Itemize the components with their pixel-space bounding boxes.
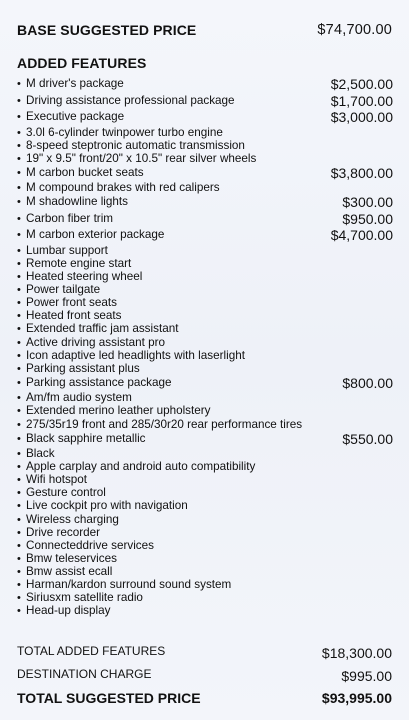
bullet-icon: • xyxy=(17,182,21,195)
feature-label: Heated steering wheel xyxy=(26,270,143,284)
bullet-icon: • xyxy=(17,579,21,592)
feature-label: 8-speed steptronic automatic transmission xyxy=(26,138,245,152)
total-suggested-price-value: $93,995.00 xyxy=(321,690,392,706)
bullet-icon: • xyxy=(17,336,21,349)
bullet-icon: • xyxy=(17,229,21,242)
feature-label: Am/fm audio system xyxy=(26,391,132,405)
bullet-icon: • xyxy=(17,362,21,375)
feature-item xyxy=(17,211,393,228)
feature-item xyxy=(17,227,393,244)
bullet-icon: • xyxy=(17,500,21,513)
feature-label: Carbon fiber trim xyxy=(26,211,114,225)
feature-label: Siriusxm satellite radio xyxy=(26,591,143,605)
feature-item xyxy=(17,526,393,539)
bullet-icon: • xyxy=(17,552,21,565)
feature-item xyxy=(17,513,393,526)
bullet-icon: • xyxy=(17,271,21,284)
bullet-icon: • xyxy=(17,111,21,123)
feature-label: Extended merino leather upholstery xyxy=(26,404,211,418)
feature-item xyxy=(17,257,393,270)
feature-item xyxy=(17,578,393,591)
bullet-icon: • xyxy=(17,539,21,552)
feature-item xyxy=(17,126,393,139)
feature-item xyxy=(17,152,393,165)
feature-label: Lumbar support xyxy=(26,243,108,257)
bullet-icon: • xyxy=(17,392,21,405)
feature-item xyxy=(17,139,393,152)
feature-item xyxy=(17,391,393,404)
feature-label: Harman/kardon surround sound system xyxy=(26,578,232,592)
bullet-icon: • xyxy=(17,323,21,336)
feature-label: Black sapphire metallic xyxy=(26,431,146,445)
feature-item xyxy=(17,322,393,335)
feature-item xyxy=(17,194,393,211)
feature-label: Icon adaptive led headlights with laserlight xyxy=(26,348,245,362)
feature-price: $550.00 xyxy=(342,430,393,447)
total-suggested-price-label: TOTAL SUGGESTED PRICE xyxy=(17,690,201,706)
feature-label: Bmw teleservices xyxy=(26,551,117,565)
feature-label: Remote engine start xyxy=(26,256,132,270)
feature-item xyxy=(17,336,393,349)
feature-item xyxy=(17,404,393,417)
feature-label: 3.0l 6-cylinder twinpower turbo engine xyxy=(26,125,223,139)
bullet-icon: • xyxy=(17,126,21,139)
bullet-icon: • xyxy=(17,152,21,165)
feature-price: $300.00 xyxy=(342,194,393,211)
added-features-heading: ADDED FEATURES xyxy=(17,55,147,71)
feature-label: Wireless charging xyxy=(26,512,119,526)
feature-item xyxy=(17,244,393,257)
total-added-features-label: TOTAL ADDED FEATURES xyxy=(17,644,166,658)
feature-item xyxy=(17,109,393,126)
feature-label: Connecteddrive services xyxy=(26,538,154,552)
feature-price: $1,700.00 xyxy=(330,92,393,109)
base-price-value: $74,700.00 xyxy=(317,22,392,38)
feature-label: M carbon exterior package xyxy=(26,228,165,242)
destination-charge-label: DESTINATION CHARGE xyxy=(17,667,152,681)
feature-item xyxy=(17,309,393,322)
feature-item xyxy=(17,604,393,617)
feature-item xyxy=(17,486,393,499)
feature-item xyxy=(17,296,393,309)
bullet-icon: • xyxy=(17,297,21,310)
feature-label: Black xyxy=(26,447,55,461)
bullet-icon: • xyxy=(17,94,21,107)
feature-item xyxy=(17,283,393,296)
feature-item xyxy=(17,473,393,486)
feature-item xyxy=(17,181,393,194)
feature-price: $800.00 xyxy=(342,374,393,391)
feature-label: Parking assistance package xyxy=(26,375,172,389)
feature-item xyxy=(17,76,393,93)
feature-label: Wifi hotspot xyxy=(26,473,88,487)
feature-label: Drive recorder xyxy=(26,525,101,539)
feature-label: 275/35r19 front and 285/30r20 rear performance tires xyxy=(26,417,303,431)
feature-label: M compound brakes with red calipers xyxy=(26,181,220,195)
total-added-features-value: $18,300.00 xyxy=(321,645,392,661)
destination-charge-value: $995.00 xyxy=(341,668,392,684)
feature-item xyxy=(17,418,393,431)
feature-label: Gesture control xyxy=(26,486,106,500)
feature-label: Live cockpit pro with navigation xyxy=(26,499,188,513)
feature-label: Power front seats xyxy=(26,296,117,310)
base-price-label: BASE SUGGESTED PRICE xyxy=(17,22,197,38)
bullet-icon: • xyxy=(17,565,21,578)
feature-item xyxy=(17,431,393,448)
feature-label: Extended traffic jam assistant xyxy=(26,322,179,336)
bullet-icon: • xyxy=(17,513,21,526)
bullet-icon: • xyxy=(17,257,21,270)
bullet-icon: • xyxy=(17,405,21,418)
added-features-list xyxy=(17,76,393,617)
bullet-icon: • xyxy=(17,432,21,445)
feature-item xyxy=(17,93,393,110)
feature-price: $4,700.00 xyxy=(330,227,393,244)
feature-label: Apple carplay and android auto compatibility xyxy=(26,460,256,474)
feature-item xyxy=(17,460,393,473)
feature-price: $2,500.00 xyxy=(330,76,393,92)
feature-label: M driver's package xyxy=(26,77,124,90)
bullet-icon: • xyxy=(17,244,21,257)
bullet-icon: • xyxy=(17,376,21,389)
bullet-icon: • xyxy=(17,526,21,539)
feature-label: M shadowline lights xyxy=(26,195,128,209)
bullet-icon: • xyxy=(17,284,21,297)
feature-item xyxy=(17,499,393,512)
bullet-icon: • xyxy=(17,212,21,225)
feature-label: 19" x 9.5" front/20" x 10.5" rear silver wheels xyxy=(26,151,257,165)
bullet-icon: • xyxy=(17,418,21,431)
bullet-icon: • xyxy=(17,605,21,618)
feature-label: Parking assistant plus xyxy=(26,361,140,375)
feature-price: $3,800.00 xyxy=(330,164,393,181)
feature-item xyxy=(17,447,393,460)
feature-label: Bmw assist ecall xyxy=(26,564,113,578)
feature-label: Executive package xyxy=(26,110,125,123)
bullet-icon: • xyxy=(17,196,21,209)
feature-label: Driving assistance professional package xyxy=(26,93,235,107)
feature-item xyxy=(17,539,393,552)
feature-item xyxy=(17,270,393,283)
bullet-icon: • xyxy=(17,349,21,362)
bullet-icon: • xyxy=(17,448,21,461)
feature-item xyxy=(17,375,393,392)
bullet-icon: • xyxy=(17,78,21,90)
feature-label: M carbon bucket seats xyxy=(26,165,144,179)
feature-label: Head-up display xyxy=(26,604,111,618)
bullet-icon: • xyxy=(17,139,21,152)
feature-item xyxy=(17,349,393,362)
bullet-icon: • xyxy=(17,592,21,605)
feature-item xyxy=(17,591,393,604)
feature-item xyxy=(17,165,393,182)
bullet-icon: • xyxy=(17,310,21,323)
bullet-icon: • xyxy=(17,461,21,474)
feature-label: Active driving assistant pro xyxy=(26,335,166,349)
feature-price: $950.00 xyxy=(342,210,393,227)
feature-item xyxy=(17,565,393,578)
feature-item xyxy=(17,552,393,565)
feature-label: Power tailgate xyxy=(26,283,101,297)
feature-label: Heated front seats xyxy=(26,309,122,323)
bullet-icon: • xyxy=(17,474,21,487)
feature-item xyxy=(17,362,393,375)
bullet-icon: • xyxy=(17,487,21,500)
feature-price: $3,000.00 xyxy=(330,109,393,125)
bullet-icon: • xyxy=(17,166,21,179)
